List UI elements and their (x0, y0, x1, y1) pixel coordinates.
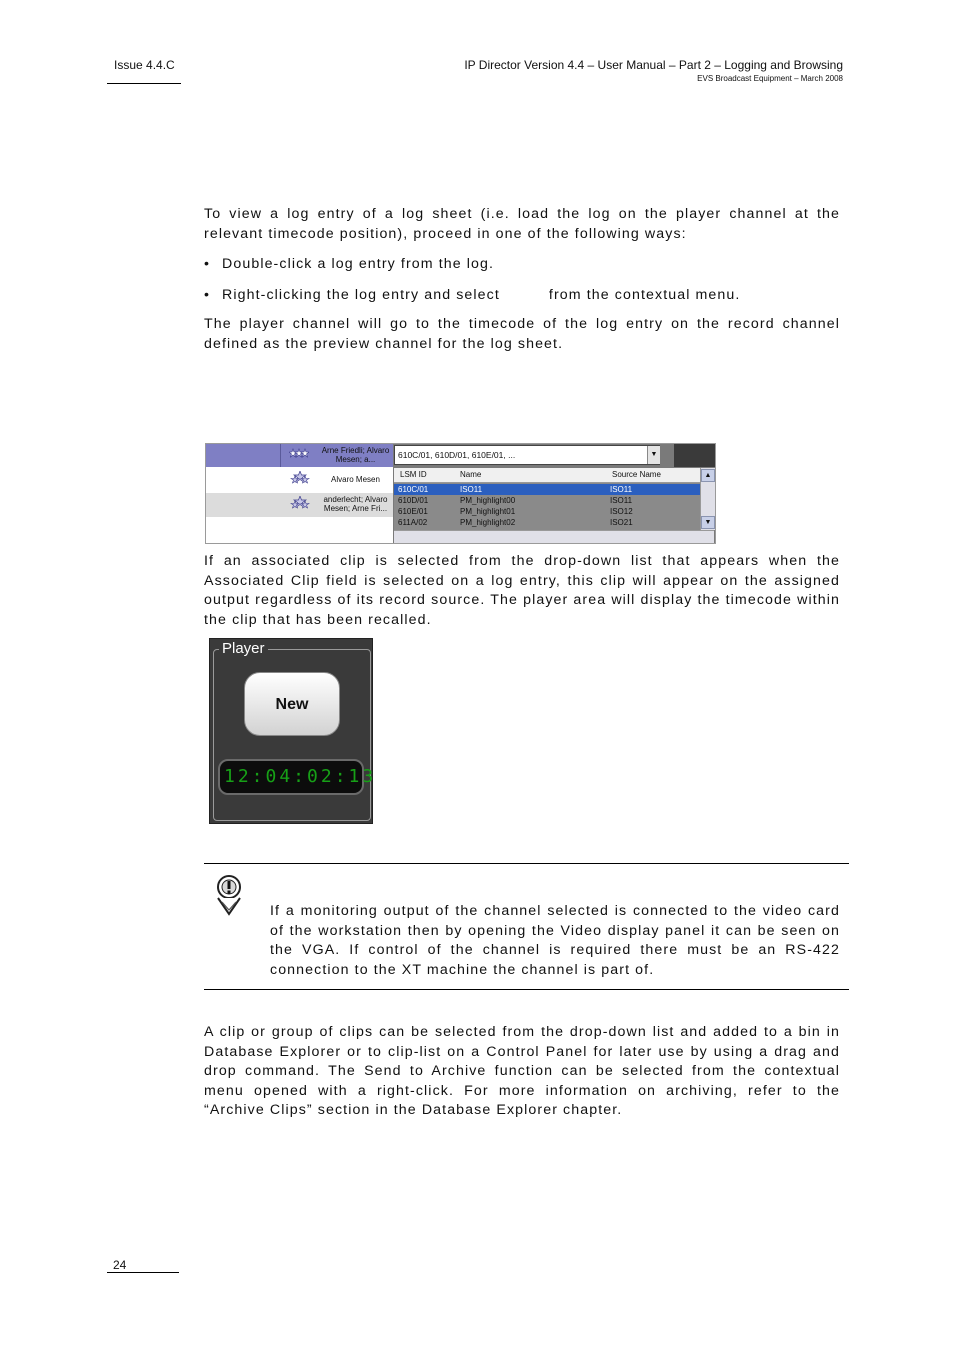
rating-cell (280, 444, 319, 467)
vertical-scrollbar[interactable] (700, 468, 715, 530)
bullet-dot: • (204, 287, 211, 303)
intro-paragraph: To view a log entry of a log sheet (i.e. load the log on the player channel at the relevant timecode position), proceed in one of the following ways: (204, 206, 840, 242)
chevron-down-icon[interactable]: ▼ (647, 446, 660, 464)
clip-list-item[interactable]: 610C/01 ISO11 ISO11 (394, 484, 700, 495)
manual-subtitle: EVS Broadcast Equipment – March 2008 (697, 74, 843, 83)
scroll-down-icon[interactable]: ▼ (701, 516, 715, 529)
preview-paragraph: The player channel will go to the timecode of the log entry on the record channel defined as the preview channel for the log sheet. (204, 316, 840, 352)
associated-clip-paragraph: If an associated clip is selected from the drop-down list that appears when the Associated Clip field is selected on a log entry, this clip will appear on the assigned output regardless of its record source. The player area will display the timecode within the clip that has been recalled. (204, 553, 840, 628)
rating-stars-icon (290, 471, 310, 485)
clip-list-item[interactable]: 610D/01 PM_highlight00 ISO11 (398, 496, 633, 505)
note-icon (212, 874, 248, 918)
rating-stars-icon (290, 496, 310, 510)
note-text: If a monitoring output of the channel selected is connected to the video card of the workstation then by opening the Video display panel it can be seen on the VGA. If control of the channel is required there must be an RS-422 connection to the XT machine the channel is part of. (270, 903, 840, 978)
manual-title: IP Director Version 4.4 – User Manual – Part 2 – Logging and Browsing (464, 58, 843, 72)
associated-clip-screenshot (205, 443, 716, 544)
note-bottom-rule (204, 989, 849, 990)
note-top-rule (204, 863, 849, 864)
timecode-display: 12:04:02:13 (218, 759, 364, 795)
page-number: 24 (113, 1258, 127, 1272)
column-header-name[interactable]: Name (460, 470, 482, 479)
player-title: Player (219, 640, 268, 657)
scroll-up-icon[interactable]: ▲ (701, 469, 715, 482)
new-button[interactable]: New (244, 672, 340, 736)
footer-rule (107, 1272, 179, 1273)
associated-clip-combo[interactable]: 610C/01, 610D/01, 610E/01, ... (394, 445, 660, 465)
bullet-dot: • (204, 256, 211, 272)
header-rule (107, 83, 181, 84)
panel-edge (674, 444, 715, 467)
player-panel (209, 638, 377, 824)
column-header-lsm-id[interactable]: LSM ID (400, 470, 427, 479)
clip-list-item[interactable]: 611A/02 PM_highlight02 ISO21 (398, 518, 633, 527)
rating-stars-icon (289, 448, 309, 462)
keyword-cell: anderlecht; Alvaro Mesen; Arne Fri... (323, 495, 388, 513)
horizontal-scrollbar[interactable] (394, 530, 714, 544)
drag-drop-paragraph: A clip or group of clips can be selected from the drop-down list and added to a bin in Database Explorer or to clip-list on a Control Panel for later use by using a drag and drop command. The Send to Archive function can be selected from the contextual menu opened with a right-click. For more information on archiving, refer to the “Archive Clips” section in the Database Explorer chapter. (204, 1024, 840, 1118)
running-header (464, 58, 843, 83)
column-header-source-name[interactable]: Source Name (612, 470, 661, 479)
keyword-cell: Arne Friedli; Alvaro Mesen; a... (318, 444, 393, 467)
clip-list-item[interactable]: 610E/01 PM_highlight01 ISO12 (398, 507, 633, 516)
bullet-item-1: • Double-click a log entry from the log. (204, 256, 495, 272)
keyword-cell: Alvaro Mesen (331, 475, 380, 484)
issue-label: Issue 4.4.C (114, 58, 175, 72)
clip-list-header (394, 468, 700, 483)
bullet-item-2: • Right-clicking the log entry and select from the contextual menu. (204, 287, 741, 303)
